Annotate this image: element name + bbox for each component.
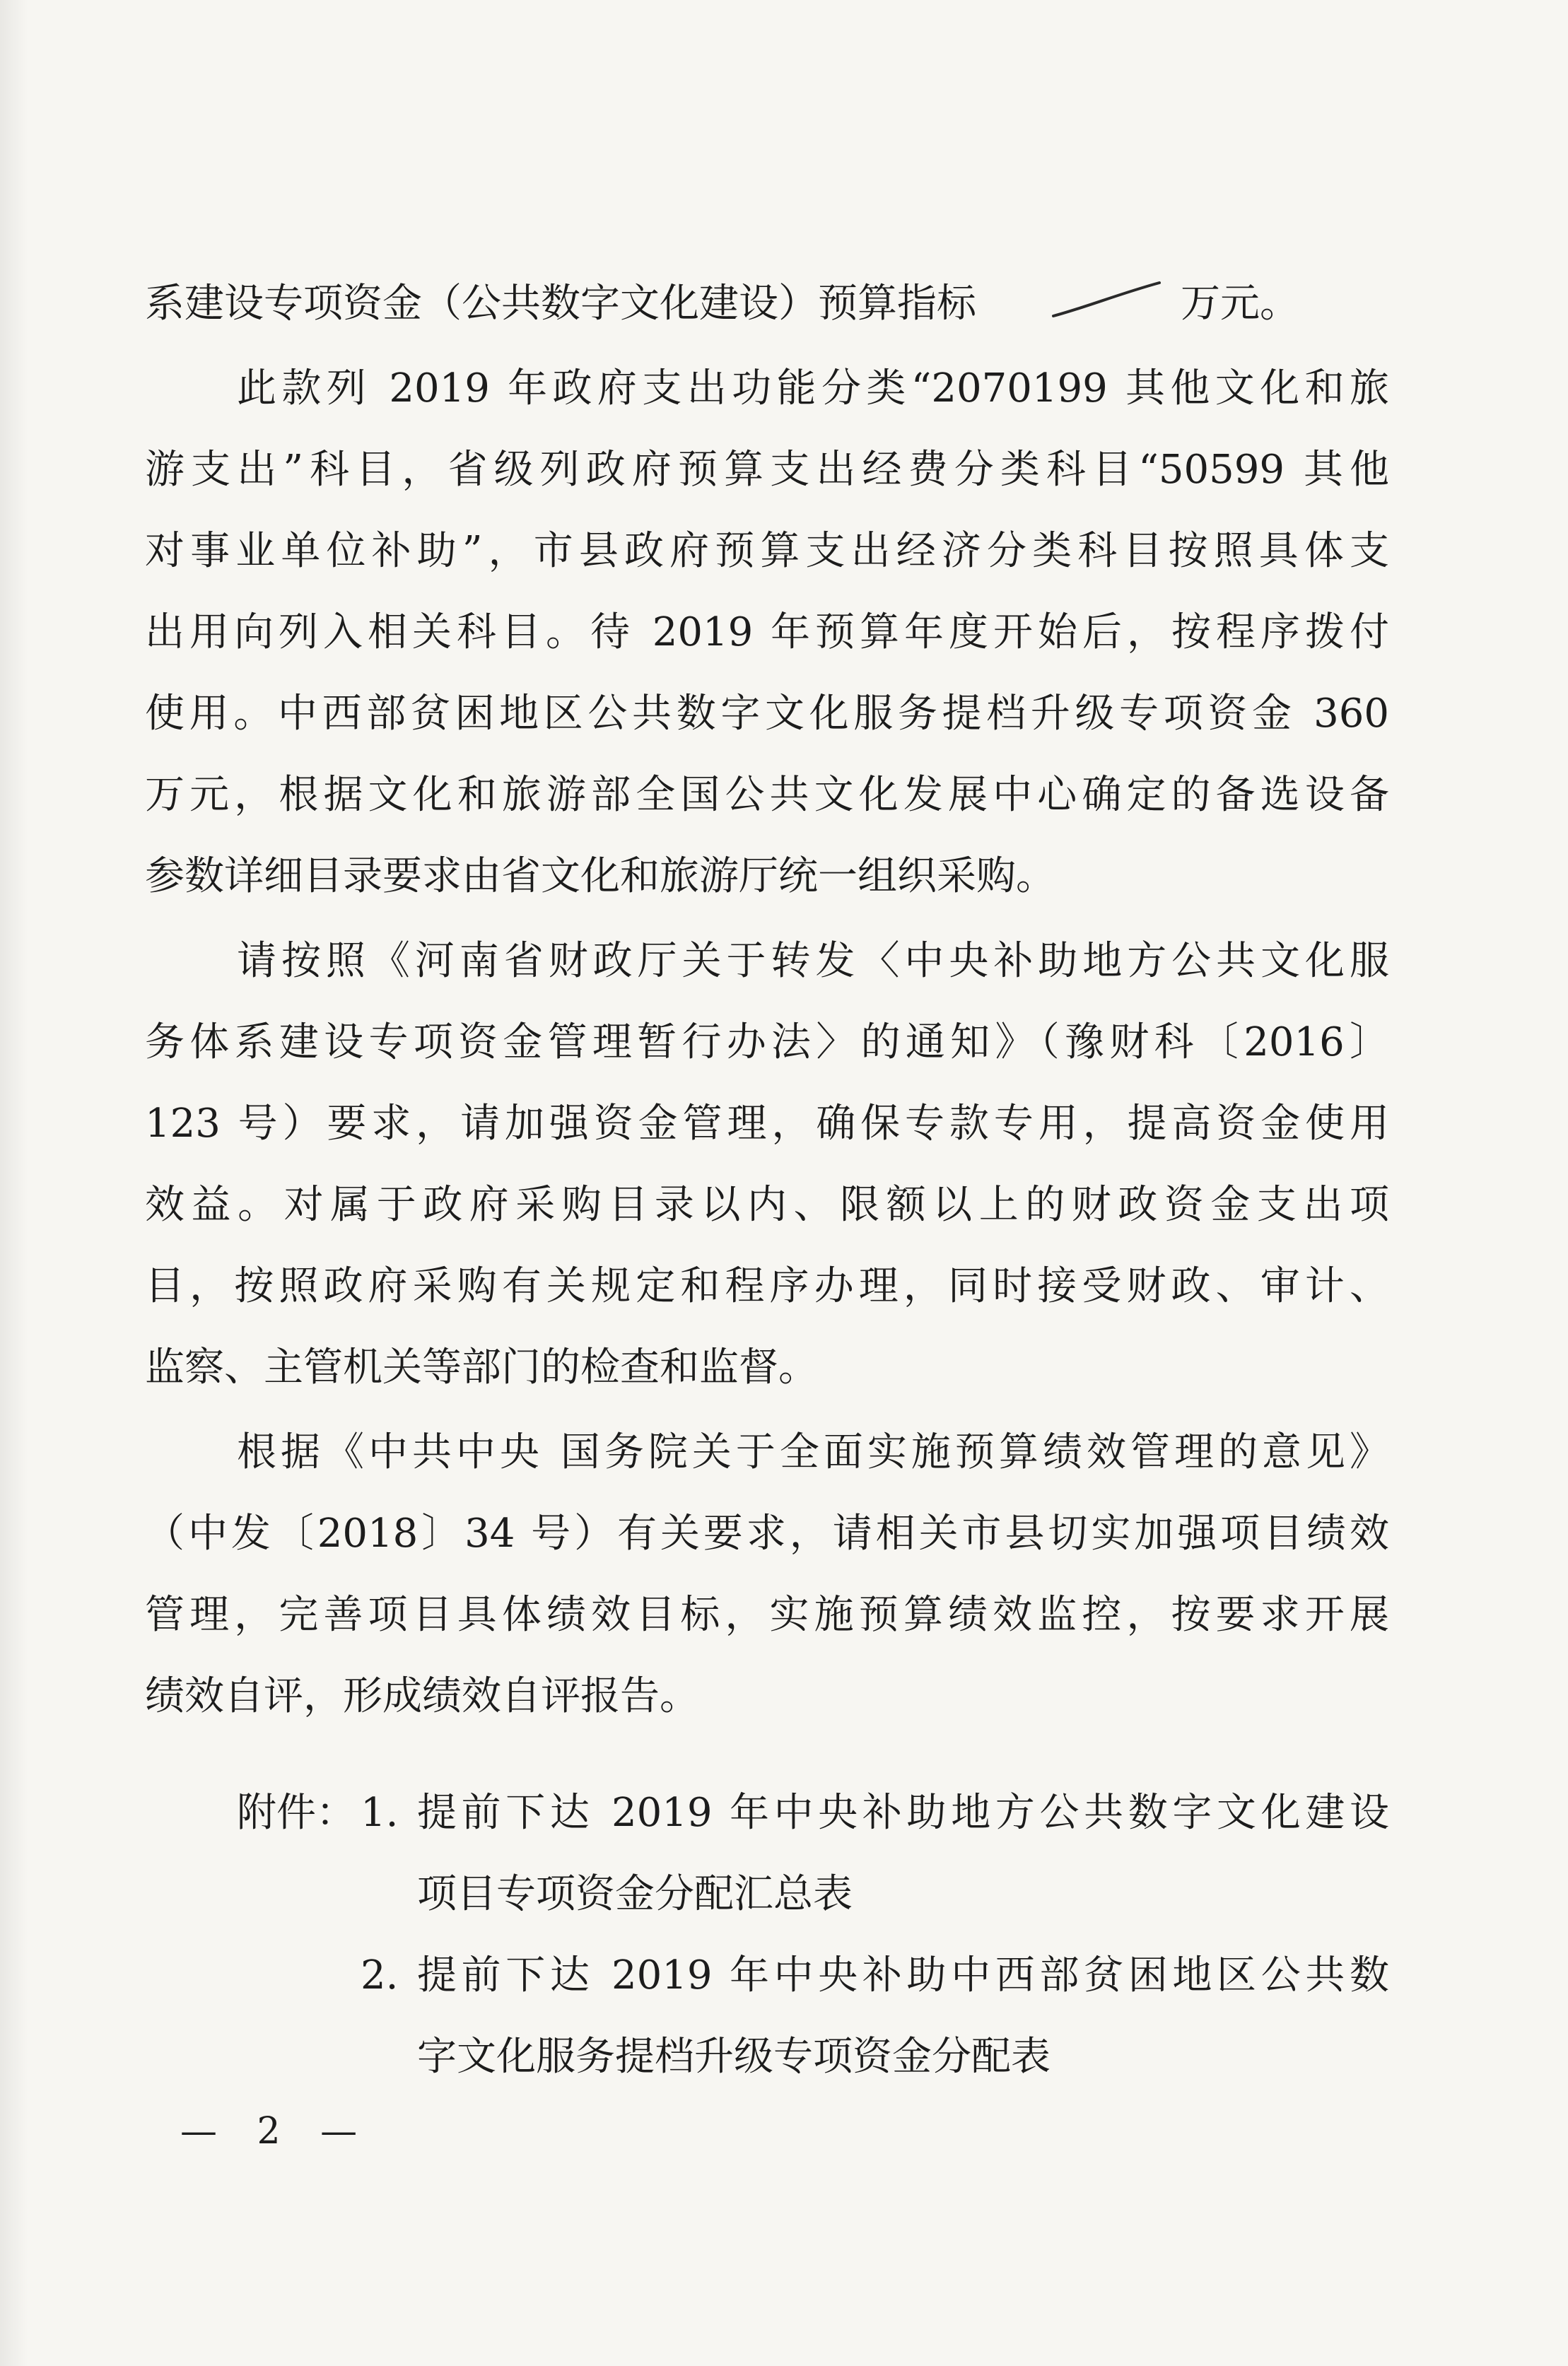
attachment-2-number: 2. bbox=[361, 1952, 399, 1998]
paragraph-2-line-2: 游支出”科目，省级列政府预算支出经费分类科目“50599 其他 bbox=[145, 447, 1390, 493]
paragraph-2-line-5: 使用。中西部贫困地区公共数字文化服务提档升级专项资金 360 bbox=[145, 691, 1389, 737]
paragraph-4-line-1: 根据《中共中央 国务院关于全面实施预算绩效管理的意见》 bbox=[237, 1429, 1389, 1475]
attachment-2-line-1: 提前下达 2019 年中央补助中西部贫困地区公共数 bbox=[417, 1952, 1389, 1998]
paragraph-4-line-2: （中发〔2018〕34 号）有关要求，请相关市县切实加强项目绩效 bbox=[145, 1511, 1389, 1557]
paragraph-3-line-6: 监察、主管机关等部门的检查和监督。 bbox=[145, 1345, 818, 1390]
paragraph-2-line-4: 出用向列入相关科目。待 2019 年预算年度开始后，按程序拨付 bbox=[145, 609, 1389, 655]
paragraph-1-line-1-end bbox=[1181, 279, 1299, 329]
paragraph-3-line-4: 效益。对属于政府采购目录以内、限额以上的财政资金支出项 bbox=[145, 1182, 1389, 1228]
paragraph-1-line-1 bbox=[145, 279, 976, 329]
paragraph-2-line-3: 对事业单位补助”，市县政府预算支出经济分类科目按照具体支 bbox=[145, 528, 1389, 574]
paragraph-3-line-2: 务体系建设专项资金管理暂行办法〉的通知》（豫财科〔2016〕 bbox=[145, 1019, 1389, 1065]
paragraph-2-line-1: 此款列 2019 年政府支出功能分类“2070199 其他文化和旅 bbox=[237, 365, 1389, 411]
paragraph-3-line-1: 请按照《河南省财政厅关于转发〈中央补助地方公共文化服 bbox=[237, 938, 1389, 984]
blank-slash-mark bbox=[1050, 279, 1163, 322]
attachment-1-line-2: 项目专项资金分配汇总表 bbox=[417, 1871, 853, 1917]
paragraph-1-text-after-blank: 万元。 bbox=[1181, 281, 1299, 327]
page-number: — 2 — bbox=[180, 2110, 372, 2153]
paragraph-1-text-before-blank: 系建设专项资金（公共数字文化建设）预算指标 bbox=[145, 281, 976, 327]
attachment-2-line-2: 字文化服务提档升级专项资金分配表 bbox=[417, 2034, 1051, 2080]
attachment-1-line-1: 提前下达 2019 年中央补助地方公共数字文化建设 bbox=[417, 1790, 1389, 1836]
paragraph-3-line-5: 目，按照政府采购有关规定和程序办理，同时接受财政、审计、 bbox=[145, 1263, 1389, 1309]
attachments-label: 附件： bbox=[237, 1790, 356, 1836]
paragraph-3-line-3: 123 号）要求，请加强资金管理，确保专款专用，提高资金使用 bbox=[145, 1101, 1389, 1147]
paragraph-2-line-6: 万元，根据文化和旅游部全国公共文化发展中心确定的备选设备 bbox=[145, 772, 1389, 818]
attachment-1-number: 1. bbox=[361, 1790, 399, 1836]
paragraph-4-line-4: 绩效自评，形成绩效自评报告。 bbox=[145, 1673, 699, 1719]
paragraph-4-line-3: 管理，完善项目具体绩效目标，实施预算绩效监控，按要求开展 bbox=[145, 1592, 1389, 1638]
paragraph-2-line-7: 参数详细目录要求由省文化和旅游厅统一组织采购。 bbox=[145, 853, 1055, 899]
scan-edge-shadow bbox=[0, 0, 28, 2366]
